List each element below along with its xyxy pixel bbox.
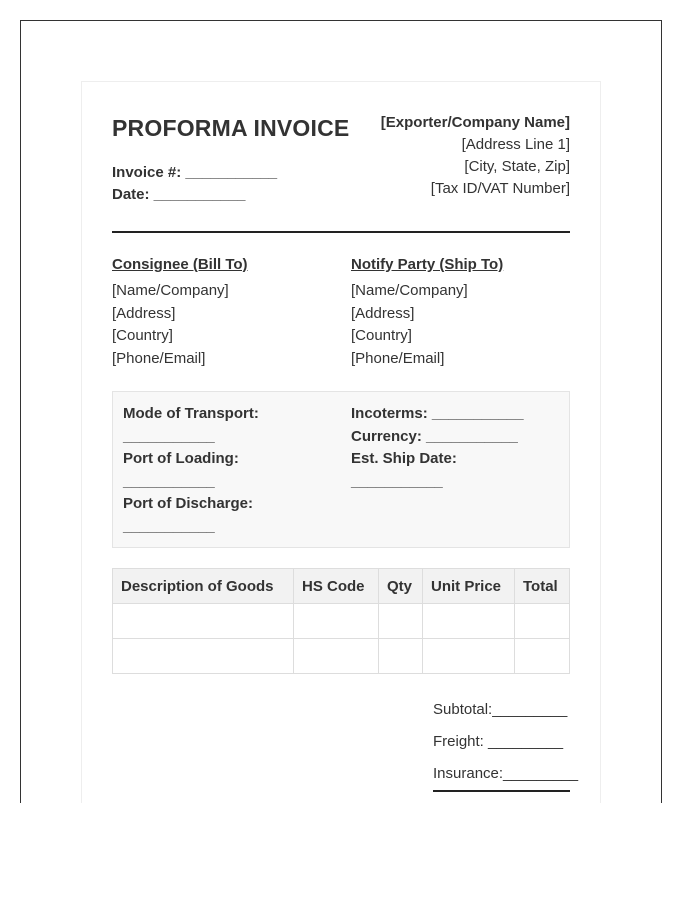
consignee-block <box>112 256 248 370</box>
goods-table-header-row <box>113 569 570 604</box>
insurance-field: Insurance:_________ <box>433 765 579 782</box>
notify-party-line: [Address] <box>351 304 415 322</box>
goods-column-header: Unit Price <box>423 569 515 604</box>
table-cell <box>294 604 379 639</box>
goods-column-header: HS Code <box>294 569 379 604</box>
consignee-line: [Address] <box>112 304 176 322</box>
invoice-title: PROFORMA INVOICE <box>112 115 350 141</box>
notify-party-line: [Country] <box>351 327 412 344</box>
mode-of-transport-label: Mode of Transport: <box>123 405 259 422</box>
goods-column-header: Total <box>515 569 570 604</box>
notify-party-line: [Phone/Email] <box>351 349 445 367</box>
table-cell <box>515 639 570 674</box>
exporter-address: [Address Line 1] <box>461 136 570 153</box>
exporter-name: [Exporter/Company Name] <box>380 114 570 131</box>
table-cell <box>423 604 515 639</box>
totals-divider <box>433 790 570 792</box>
mode-of-transport-blank: ___________ <box>123 427 215 445</box>
subtotal-field: Subtotal:_________ <box>433 701 568 718</box>
table-cell <box>379 639 423 674</box>
table-cell <box>294 639 379 674</box>
table-cell <box>515 604 570 639</box>
consignee-line: [Country] <box>112 327 173 344</box>
currency-field: Currency: ___________ <box>351 427 518 445</box>
consignee-heading: Consignee (Bill To) <box>112 256 248 273</box>
est-ship-date-blank: ___________ <box>351 472 443 490</box>
invoice-number-field: Invoice #: ___________ <box>112 164 278 181</box>
goods-column-header: Qty <box>379 569 423 604</box>
notify-party-block <box>351 256 503 370</box>
est-ship-date-label: Est. Ship Date: <box>351 450 457 467</box>
exporter-city: [City, State, Zip] <box>464 158 570 175</box>
port-of-discharge-label: Port of Discharge: <box>123 495 254 512</box>
consignee-line: [Phone/Email] <box>112 349 206 367</box>
shipping-details-box <box>112 391 570 548</box>
goods-column-header: Description of Goods <box>113 569 294 604</box>
table-cell <box>113 639 294 674</box>
shipping-right-column <box>351 403 524 493</box>
goods-table <box>112 568 570 674</box>
exporter-tax-id: [Tax ID/VAT Number] <box>430 180 570 197</box>
header-divider <box>112 231 570 233</box>
shipping-left-column <box>123 403 259 538</box>
incoterms-field: Incoterms: ___________ <box>351 405 524 422</box>
consignee-line: [Name/Company] <box>112 282 229 299</box>
exporter-block <box>381 112 570 200</box>
invoice-date-field: Date: ___________ <box>112 186 246 203</box>
table-row <box>113 639 570 674</box>
table-row <box>113 604 570 639</box>
notify-party-heading: Notify Party (Ship To) <box>351 256 504 273</box>
table-cell <box>379 604 423 639</box>
port-of-discharge-blank: ___________ <box>123 517 215 535</box>
table-cell <box>113 604 294 639</box>
freight-field: Freight: _________ <box>433 733 564 750</box>
port-of-loading-blank: ___________ <box>123 472 215 490</box>
port-of-loading-label: Port of Loading: <box>123 450 239 467</box>
notify-party-line: [Name/Company] <box>351 282 468 299</box>
table-cell <box>423 639 515 674</box>
